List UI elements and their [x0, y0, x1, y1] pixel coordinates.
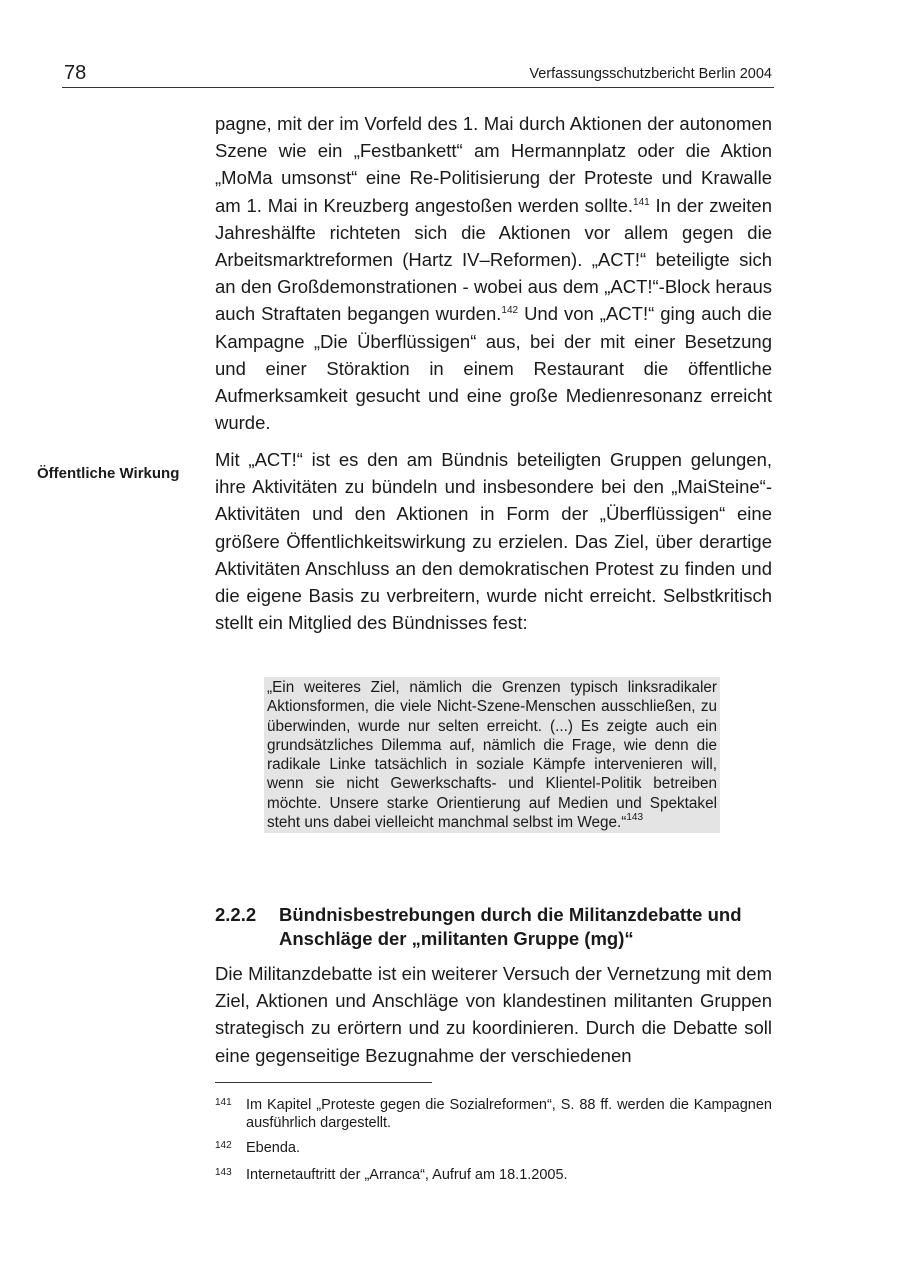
footnote-ref-142[interactable]: 142	[501, 305, 519, 317]
footnote	[215, 1139, 772, 1157]
footnote-rule	[215, 1082, 432, 1083]
footnote-text: Internetauftritt der „Arranca“, Aufruf am 18.1.2005.	[246, 1167, 568, 1183]
body-paragraph-3: Die Militanzdebatte ist ein weiterer Versuch der Vernetzung mit dem Ziel, Aktionen und Anschläge von klandestinen militanten Gruppen strategisch zu erörtern und zu koordinieren. Durch die Debatte soll eine gegenseitige Bezugnahme der verschiedenen	[215, 963, 772, 1066]
body-paragraph-1	[215, 110, 772, 436]
paragraph-1-text-b: In der zweiten Jahreshälfte richteten sich die Aktionen vor allem gegen die Arbeitsmarktreformen (Hartz IV–Reformen). „ACT!“ beteiligte sich an den Großdemonstrationen - wobei aus dem „ACT!“-Block heraus auch Straftaten begangen wurden.	[215, 194, 772, 325]
section-heading	[215, 903, 785, 951]
quote-text: „Ein weiteres Ziel, nämlich die Grenzen typisch linksradikaler Aktionsformen, die viele Nicht-Szene-Menschen ausschließen, zu überwinden, wurde nur selten erreicht. (...) Es zeigte auch ein grundsätzliches Dilemma auf, nämlich die Frage, wie denn die radikale Linke tatsächlich in soziale Kämpfe intervenieren will, wenn sie nicht Gewerkschafts- und Klientel-Politik betreiben möchte. Unsere starke Orientierung auf Medien und Spektakel steht uns dabei vielleicht manchmal selbst im Wege.“	[267, 679, 717, 832]
paragraph-1-text-c: Und von „ACT!“ ging auch die Kampagne „Die Überflüssigen“ aus, bei der mit einer Besetzung und einer Störaktion in einem Restaurant die öffentliche Aufmerksamkeit gesucht und eine große Medienresonanz erreicht wurde.	[215, 303, 772, 434]
section-title: Bündnisbestrebungen durch die Militanzdebatte und Anschläge der „militanten Gruppe (mg)“	[279, 904, 742, 949]
footnote-ref-143[interactable]: 143	[626, 812, 644, 824]
footnote	[215, 1096, 772, 1132]
paragraph-1-text-a: pagne, mit der im Vorfeld des 1. Mai durch Aktionen der autonomen Szene wie ein „Festbankett“ am Hermannplatz oder die Aktion „MoMa umsonst“ eine Re-Politisierung der Proteste und Krawalle am 1. Mai in Kreuzberg angestoßen werden sollte.	[215, 113, 772, 216]
footnote-ref-141[interactable]: 141	[633, 196, 650, 208]
body-paragraph-2: Mit „ACT!“ ist es den am Bündnis beteiligten Gruppen gelungen, ihre Aktivitäten zu bündeln und insbesondere bei den „MaiSteine“-Aktivitäten und den Aktionen in Form der „Überflüssigen“ eine größere Öffentlichkeitswirkung zu erzielen. Das Ziel, über derartige Aktivitäten Anschluss an den demokratischen Protest zu finden und die eigene Basis zu verbreitern, wurde nicht erreicht. Selbstkritisch stellt ein Mitglied des Bündnisses fest:	[215, 449, 772, 634]
section-number: 2.2.2	[215, 904, 257, 925]
margin-note: Öffentliche Wirkung	[37, 465, 180, 482]
block-quote	[264, 677, 720, 833]
footnote-number: 143	[215, 1167, 232, 1178]
footnote-number: 142	[215, 1140, 232, 1151]
page-number: 78	[64, 62, 87, 84]
footnote-number: 141	[215, 1097, 232, 1108]
header-rule	[62, 87, 774, 88]
footnote	[215, 1166, 772, 1184]
running-title: Verfassungsschutzbericht Berlin 2004	[529, 66, 772, 82]
footnote-text: Ebenda.	[246, 1140, 301, 1156]
footnote-text: Im Kapitel „Proteste gegen die Sozialreformen“, S. 88 ff. werden die Kampagnen ausführlich dargestellt.	[246, 1097, 772, 1131]
